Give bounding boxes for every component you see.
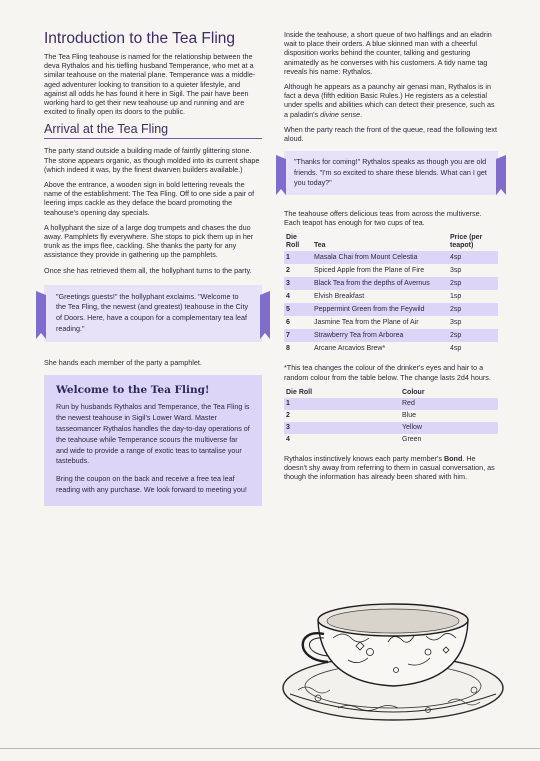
teahouse-paragraph-2: Although he appears as a paunchy air genasi man, Rythalos is in fact a deva (fifth edition Basic Rules.) He registers as a celestial under spells and abilities which can detect their presence, such as a paladin's divine sense.: [284, 82, 495, 119]
handout-paragraph-2: Bring the coupon on the back and receive a free tea leaf reading with any purchase. We look forward to meeting you!: [56, 474, 247, 495]
table-row: 6 Jasmine Tea from the Plane of Air 3sp: [286, 318, 462, 326]
ribbon-icon: [276, 155, 286, 195]
divine-sense-term: divine sense: [320, 109, 361, 119]
tea-menu-table: [284, 233, 498, 355]
ribbon-icon: [260, 291, 270, 339]
table-header-cell: Price (per teapot): [450, 234, 483, 250]
table-row: 2 Blue: [286, 411, 417, 419]
table-row: 5 Peppermint Green from the Feywild 2sp: [284, 303, 498, 316]
tea-footnote: *This tea changes the colour of the drinker's eyes and hair to a random colour from the table below. The change lasts 2d4 hours.: [284, 363, 491, 382]
rythalos-quote: "Thanks for coming!" Rythalos speaks as though you are old friends. "I'm so excited to share these blends. What can I get you today?": [294, 157, 487, 188]
ribbon-icon: [496, 155, 506, 195]
table-row: 2 Spiced Apple from the Plane of Fire 3sp: [286, 266, 462, 274]
table-header-row: [284, 388, 498, 398]
table-row: 4 Elvish Breakfast 1sp: [286, 292, 462, 300]
table-header-cell: Die Roll: [286, 234, 300, 250]
page-title: Introduction to the Tea Fling: [44, 30, 236, 47]
right-column: [284, 30, 498, 487]
bond-paragraph: Rythalos instinctively knows each party member's Bond. He doesn't shy away from referring to them in casual conversation, as though the information has already been shared with him.: [284, 453, 495, 482]
table-header-cell: Tea: [314, 242, 326, 250]
table-row: 3 Yellow: [284, 422, 498, 434]
table-row: 7 Strawberry Tea from Arborea 2sp: [284, 329, 498, 342]
teahouse-paragraph-3: When the party reach the front of the queue, read the following text aloud.: [284, 124, 497, 144]
table-row: 8 Arcane Arcavios Brew* 4sp: [286, 344, 462, 352]
left-column: [44, 24, 262, 506]
hollyphant-quote: "Greetings guests!" the hollyphant exclaims. "Welcome to the Tea Fling, the newest (and greatest) teahouse in the City of Doors. Here, have a coupon for a complementary tea leaf reading.": [56, 291, 249, 333]
table-header-cell: Die Roll: [286, 388, 313, 396]
handout-title: Welcome to the Tea Fling!: [56, 384, 210, 397]
menu-intro-paragraph: The teahouse offers delicious teas from across the multiverse. Each teapot has enough for two cups of tea.: [284, 209, 482, 228]
page-bottom-edge: [0, 748, 540, 749]
section-heading-arrival: Arrival at the Tea Fling: [44, 122, 262, 139]
table-row: 1 Red: [284, 398, 498, 410]
table-header-cell: Colour: [402, 388, 425, 396]
intro-paragraph: The Tea Fling teahouse is named for the relationship between the deva Rythalos and his tiefling husband Temperance, who met at a similar teahouse on the material plane. Temperance was a middle-aged adventurer looking to transition to a quieter lifestyle, and against all odds he has found it here in Sigil. The pair have been working hard to get their new teahouse up and running and are excited to finally open its doors to the public.: [44, 52, 256, 117]
colour-table: [284, 388, 498, 446]
arrival-paragraph-2: Above the entrance, a wooden sign in bold lettering reveals the name of the establishment: The Tea Fling. Off to one side a pair of leering imps cackle as they deface the board promoting the teahouse's opening day specials.: [44, 180, 255, 217]
table-header-row: [284, 233, 498, 251]
table-row: 1 Masala Chai from Mount Celestia 4sp: [284, 251, 498, 264]
teacup-illustration: [278, 590, 508, 728]
table-row: 3 Black Tea from the depths of Avernus 2sp: [284, 277, 498, 290]
read-aloud-box-hollyphant: [44, 285, 262, 342]
pamphlet-handout: [44, 375, 262, 505]
pamphlet-paragraph: She hands each member of the party a pamphlet.: [44, 358, 202, 368]
arrival-paragraph-1: The party stand outside a building made of faintly glittering stone. The stone appears organic, as though molded into its current shape (which indeed it was, by the finest dwarven builders available.): [44, 146, 260, 174]
ribbon-icon: [36, 291, 46, 339]
arrival-paragraph-4: Once she has retrieved them all, the hollyphant turns to the party.: [44, 265, 252, 275]
read-aloud-box-rythalos: [284, 151, 498, 195]
table-row: 4 Green: [286, 435, 422, 443]
handout-paragraph-1: Run by husbands Rythalos and Temperance, the Tea Fling is the newest teahouse in Sigil's Lower Ward. Master tasseomancer Rythalos handles the day-to-day operations of the teahouse while Temperance scours the multiverse far and wide to provide a range of exotic teas to tantalise your tastebuds.: [56, 402, 250, 466]
teahouse-paragraph-1: Inside the teahouse, a short queue of two halflings and an eladrin wait to place their orders. A blue skinned man with a cheerful disposition works behind the counter, talking and gesturing animatedly as he converses with his customers. A tidy name tag reveals his name: Rythalos.: [284, 30, 492, 76]
bond-term: Bond: [443, 453, 463, 463]
arrival-paragraph-3: A hollyphant the size of a large dog trumpets and chases the duo away. Pamphlets fly everywhere. She stops to pick them up in her trunk as the imps flee, cackling. She thanks the party for any assistance they provide in gathering up the pamphlets.: [44, 222, 254, 260]
